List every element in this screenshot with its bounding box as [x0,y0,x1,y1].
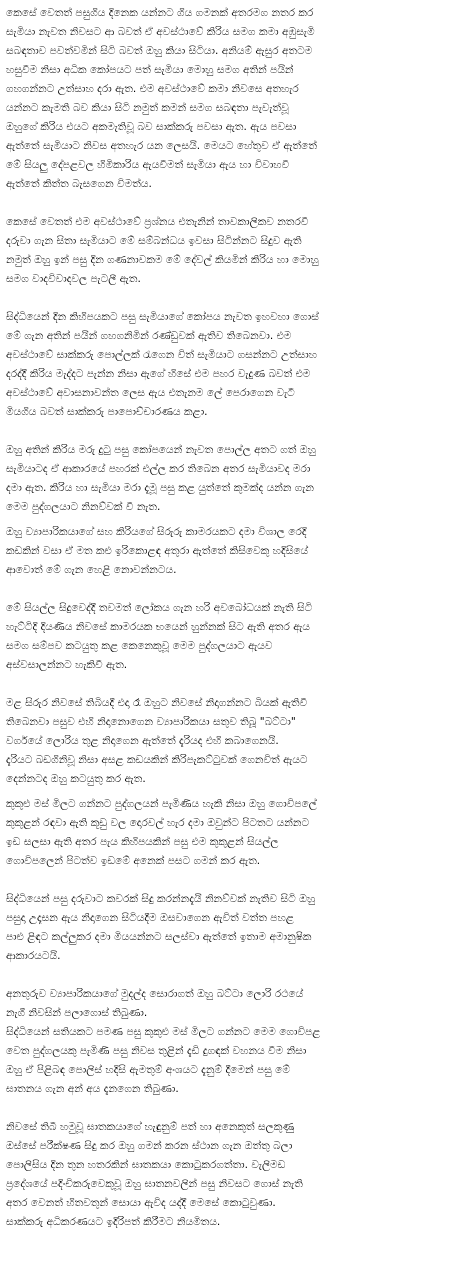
paragraph-1: කෙසේ වෙතත් පසුගිය දිනෙක යන්නට ගිය ගමනක් අතරමග නතර කර සැමියා නැවත නිවසට ආ බවත් ඒ අවස්ථාවේ කිරිය සමග කමා අඹුසැමි සබඳතාව පවත්වමින් සිටි බවත් ඔහු කියා සිටියා. අනියම් ඇසුර අතටම හසුවීම නිසා අධික කෝපයට පත් සැමියා මොහු සමග අතින් පයින් ගහගන්නට උත්සාහ දරා ඇත. එම අවස්ථාවේ කමා නිවසෙ අතහැර යන්නට කැමති බව කියා සිටි නමුත් කමන් සමග සබඳතා පැවැත්වූ ඔහුගේ කිරිය එයට අකමැතිවූ බව සාක්කරු පවසා ඇත. ඇය පවසා ඇත්තේ සැමියාට නිවස අතහැර යන ලෙසයි. මෙයට හේතුව ඒ ඇත්තේ මේ සියලු දේපළවල හිමිකාරිය ඇයවීමත් සැමියා ඇය හා විවාහවී ඇත්තේ කිත්ත බැසගෙන විමත්ය. [6,7,317,190]
paragraph-9: සිද්ධියෙන් පසු දරුවාට කවරක් සිදු කරන්නදැයි නිනව්වක් නැතිව සිටි ඔහු පසුදා උදෑසන ඇය නිදාගෙන සිටියදීම ඔසවාගෙන ඇවිත් වත්ත පහළ පාළු ළිඳට කල්ලුකර දමා මියයන්නට සලස්වා ඇත්තේ ඉතාම අමානුෂික ආකාරයටයි. [6,893,316,962]
paragraph-spacer [6,675,452,694]
paragraph-spacer [6,580,452,599]
paragraph-10: අනතුරුව ව්‍යාපාරිකයාගේ මුදල්ද සොරාගත් ඔහු බට්ටා ලොරි රථයේ නැගී නිවසින් පලාගොස් තිබුණා. සිද්ධියෙන් සතියකට පමණ පසු කුකුළු මස් මිලට ගන්නට මෙම ගොවිපළ වෙත පුද්ගලයකු පැමිණි පසු නිවස තුළින් දැඩි දුගඳක් වහනය වීම නිසා ඔහු ඒ පිළිබඳ පොලිස් හදිසි ඇමතුම් අංශයට දැනුම් දීමෙන් පසු මේ ඝාතනය ගැන අන් අය දැනගෙන තිබුණා. [6,988,321,1095]
paragraph-7: මළ සිරුර නිවසේ තිබියදී එදා රෑ ඔහුට නිවසේ නිදාගන්නට බියක් ඇතිවී තිබෙනවා පසුව එහි නිදානොගෙන ව්‍යාපාරිකයා සතුව තිබූ "බට්ටා" වර්ගයේ ලොරිය තුළ නිදාගෙන ඇත්තේ දැරියද එහි කබාගෙනයි. දැරියට බඩගිනිවූ නිසා අසළ කඩයකින් කිරිපැකට්ටුවක් ගෙනවිත් ඇයට දෙන්නටද ඔහු කටයුතු කර ඇත. [6,697,308,785]
paragraph-spacer [6,966,452,985]
paragraph-5: ඔහු ව්‍යාපාරිකයාගේ සහ කිරියගේ සිරුරු කාමරයකට දමා විශාල රෙදි කඩකින් වසා ඒ මත කළු ඉරිකොළඳ අතුරා ඇත්තේ කිසිවෙකු හදිසියේ ආවොත් මේ ගැන හෙළි නොවන්නටය. [6,526,309,576]
paragraph-spacer [6,289,452,308]
paragraph-2: කෙසේ වෙතත් එම අවස්ථාවේ ප්‍රශ්නය එතැනින් තාවකාලිකව නතරවී දරුවා ගැන සිතා සැමියාට මේ සම්බන්ධය ඉවසා සිටින්නට සිදුව ඇති නමුත් ඔහු ඉන් පසු දින ගණනාවකම මේ දේවල් කියමින් කිරිය හා මොහු සමග වාදවිවාදවල පැටලී ඇත. [6,216,319,285]
paragraph-11: නිවසේ තිබී හමුවූ ඝාතකයාගේ හැඳුනුම් පත් හා අනෙකුත් සලකුණු ඔස්සේ පරීක්ෂණ සිදු කර ඔහු ගමන් කරන ස්ථාන ගැන ඔත්තු බලා පොලිසිය දින තුන හතරකින් ඝාතකයා කොටුකරගත්තා. වැලිමඩ ප්‍රදේශයේ පදිංචිකරුවෙකුවූ ඔහු ඝාතනවලින් පසු නිවසට ගොස් නැති අතර වෙනත් හිතවතුන් සොයා ඇවිද යද්දී මෙසේ කොටුවුණා. සාක්කරු අධිකරණයට ඉදිරිපත් කිරීමට නියමිතය. [6,1121,303,1228]
paragraph-spacer [6,194,452,213]
paragraph-8: කුකුළු මස් මිලට ගන්නට පුද්ගලයන් පැමිණිය හැකි නිසා ඔහු ගොවිපලේ කුකුළන් රඳවා ඇති කූඩු වල දොරවල් හැර දමා ඔවුන්ට පිටතට යන්නට ඉඩ සලසා ඇති අතර පැය කිහිපයකින් පසු එම කුකුළන් සියල්ල ගොවිපලෙන් පිටත්ව ඉඩමේ අනෙක් පසට ගමන් කර ඇත. [6,798,317,867]
paragraph-spacer [6,871,452,890]
paragraph-spacer [6,422,452,441]
paragraph-spacer [6,1099,452,1118]
paragraph-4: ඔහු අතින් කිරිය මරු දුටු පසු කෝපයෙන් නැවත පොල්ල අතට ගත් ඔහු සැමියාටද ඒ ආකාරයේ පහරක් එල්ල කර තිබෙන අතර සැමියාවද මරා දමා ඇත. කිරිය හා සැමියා මරා දැමූ පසු කළ යුත්තේ කුමක්ද යන්න ගැන මෙම පුද්ගලයාට නිනව්වක් වී නැත. [6,444,316,513]
paragraph-3: සිද්ධියෙන් දින කිහිපයකට පසු සැමියාගේ කෝපය නැවත ඉහවහා ගොස් මේ ගැන අතින් පයින් ගහගනිමින් රණ්ඩුවක් ඇතිව තිබෙනවා. එම අවස්ථාවේ සාක්කරු පොල්ලක් රැගෙන විත් සැමියාට ගසන්නට උත්සාහ දරද්දී කිරිය මැද්දට පැන්න නිසා ඇගේ හිසේ එම පහර වැදුණ බවත් එම අවස්ථාවේ අවාසනාවන්ත ලෙස ඇය එතැනම ලේ පෙරාගෙන වැටී මියගිය බවත් සාක්කරු පාපොච්චාරණය කළා. [6,311,319,418]
paragraph-6: මේ සියල්ල සිදුවෙද්දී තවමත් ලෝකය ගැන හරි අවබෝධයක් නැති සිටි හැට්ටිදි දියණිය නිවසේ කාමරයක භයෙන් හුන්නක් සිට ඇති අතර ඇය සමග සම්පව කටයුතු කළ කෙනෙකුවූ මෙම පුද්ගලයාට ඇයව අස්වසාලන්නට හැකිවී ඇත. [6,602,313,671]
